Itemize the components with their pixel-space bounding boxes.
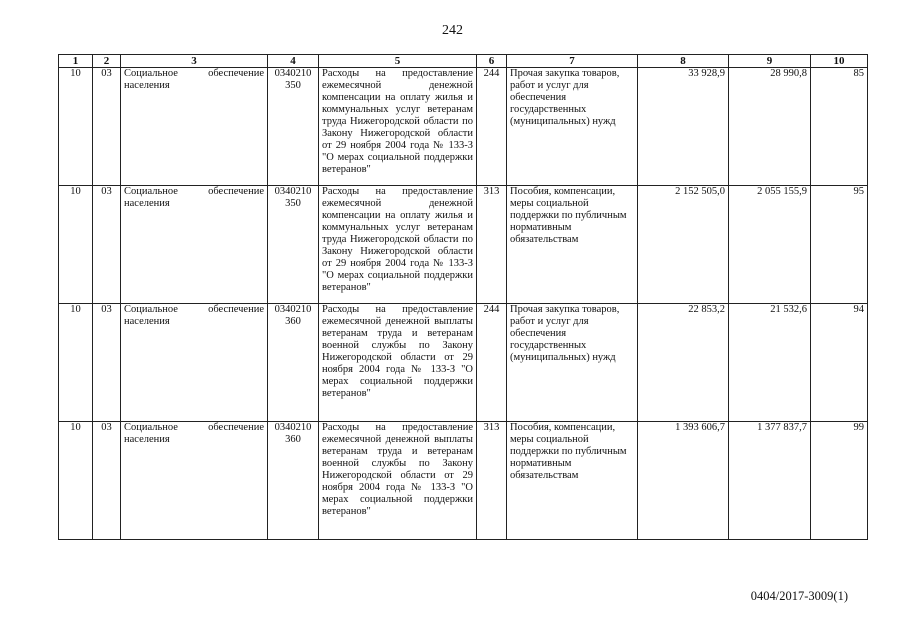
expense-type-name: Прочая закупка товаров, работ и услуг для обеспечения государственных (муниципальных) нужд xyxy=(507,304,638,422)
section-code: 10 xyxy=(59,68,93,186)
target-article-name: Расходы на предоставление ежемесячной денежной компенсации на оплату жилья и коммунальных услуг ветеранам труда Нижегородской области по Закону Нижегородской области от 29 ноября 2004 года № 133-З "О мерах социальной поддержки ветеранов" xyxy=(319,68,477,186)
document-code: 0404/2017-3009(1) xyxy=(750,589,848,603)
subsection-code: 03 xyxy=(93,422,121,540)
subsection-code: 03 xyxy=(93,304,121,422)
section-name: Социальное обеспечение населения xyxy=(121,304,268,422)
table-row xyxy=(59,304,868,422)
column-header-3: 3 xyxy=(121,55,268,68)
target-article-name: Расходы на предоставление ежемесячной денежной выплаты ветеранам труда и ветеранам военной службы по Закону Нижегородской области от 29 ноября 2004 года № 133-З "О мерах социальной поддержки ветеранов" xyxy=(319,304,477,422)
expense-type-name: Пособия, компенсации, меры социальной поддержки по публичным нормативным обязательствам xyxy=(507,422,638,540)
column-header-6: 6 xyxy=(477,55,507,68)
actual-amount: 28 990,8 xyxy=(729,68,811,186)
actual-amount: 21 532,6 xyxy=(729,304,811,422)
column-header-8: 8 xyxy=(638,55,729,68)
target-article-code: 0340210 350 xyxy=(268,186,319,304)
column-header-10: 10 xyxy=(811,55,868,68)
subsection-code: 03 xyxy=(93,186,121,304)
target-article-code: 0340210 360 xyxy=(268,304,319,422)
header-row xyxy=(59,55,868,68)
execution-percent: 94 xyxy=(811,304,868,422)
target-article-code: 0340210 360 xyxy=(268,422,319,540)
table-row xyxy=(59,68,868,186)
planned-amount: 22 853,2 xyxy=(638,304,729,422)
column-header-7: 7 xyxy=(507,55,638,68)
execution-percent: 95 xyxy=(811,186,868,304)
column-header-1: 1 xyxy=(59,55,93,68)
column-header-2: 2 xyxy=(93,55,121,68)
planned-amount: 33 928,9 xyxy=(638,68,729,186)
expense-type-code: 244 xyxy=(477,304,507,422)
expense-type-name: Пособия, компенсации, меры социальной поддержки по публичным нормативным обязательствам xyxy=(507,186,638,304)
table-row xyxy=(59,186,868,304)
section-name: Социальное обеспечение населения xyxy=(121,422,268,540)
planned-amount: 2 152 505,0 xyxy=(638,186,729,304)
table-row xyxy=(59,422,868,540)
target-article-name: Расходы на предоставление ежемесячной денежной компенсации на оплату жилья и коммунальных услуг ветеранам труда Нижегородской области по Закону Нижегородской области от 29 ноября 2004 года № 133-З "О мерах социальной поддержки ветеранов" xyxy=(319,186,477,304)
expense-type-name: Прочая закупка товаров, работ и услуг для обеспечения государственных (муниципальных) нужд xyxy=(507,68,638,186)
section-code: 10 xyxy=(59,422,93,540)
planned-amount: 1 393 606,7 xyxy=(638,422,729,540)
column-header-5: 5 xyxy=(319,55,477,68)
column-header-4: 4 xyxy=(268,55,319,68)
actual-amount: 1 377 837,7 xyxy=(729,422,811,540)
section-name: Социальное обеспечение населения xyxy=(121,68,268,186)
section-name: Социальное обеспечение населения xyxy=(121,186,268,304)
section-code: 10 xyxy=(59,186,93,304)
expense-type-code: 313 xyxy=(477,186,507,304)
section-code: 10 xyxy=(59,304,93,422)
expense-type-code: 313 xyxy=(477,422,507,540)
execution-percent: 85 xyxy=(811,68,868,186)
target-article-name: Расходы на предоставление ежемесячной денежной выплаты ветеранам труда и ветеранам военной службы по Закону Нижегородской области от 29 ноября 2004 года № 133-З "О мерах социальной поддержки ветеранов" xyxy=(319,422,477,540)
column-header-9: 9 xyxy=(729,55,811,68)
budget-table xyxy=(58,54,868,540)
page-number: 242 xyxy=(442,23,463,38)
subsection-code: 03 xyxy=(93,68,121,186)
actual-amount: 2 055 155,9 xyxy=(729,186,811,304)
target-article-code: 0340210 350 xyxy=(268,68,319,186)
expense-type-code: 244 xyxy=(477,68,507,186)
execution-percent: 99 xyxy=(811,422,868,540)
